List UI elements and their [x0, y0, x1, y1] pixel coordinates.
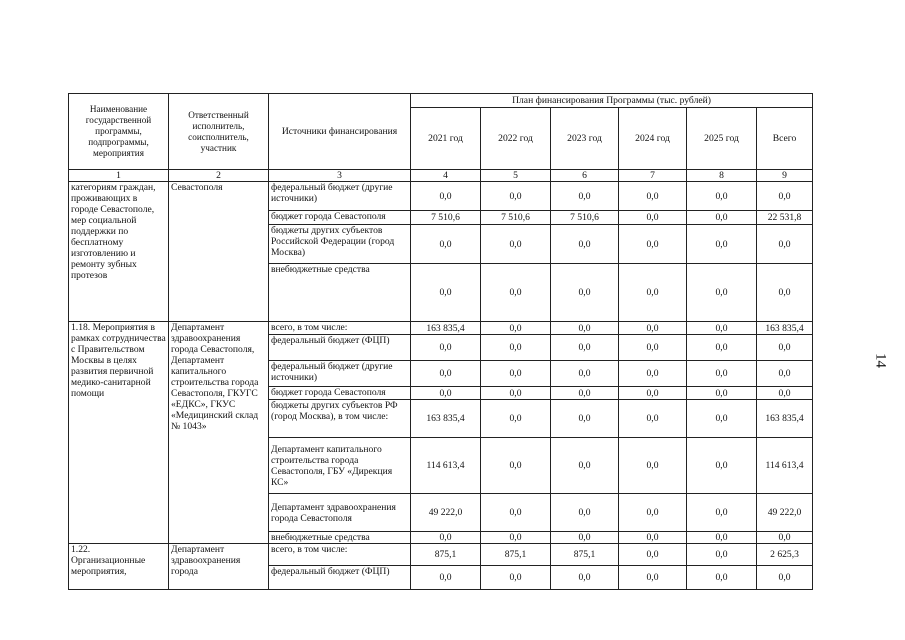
- source-cell: бюджет города Севастополя: [269, 211, 411, 225]
- value-cell: 7 510,6: [411, 211, 481, 225]
- value-cell: 0,0: [687, 387, 757, 400]
- header-year: 2021 год: [411, 108, 481, 170]
- value-cell: 875,1: [551, 544, 619, 566]
- value-cell: 0,0: [619, 544, 687, 566]
- column-number: 4: [411, 170, 481, 182]
- value-cell: 0,0: [687, 544, 757, 566]
- value-cell: 0,0: [619, 322, 687, 335]
- value-cell: 0,0: [687, 264, 757, 322]
- value-cell: 0,0: [687, 361, 757, 387]
- value-cell: 0,0: [481, 566, 551, 590]
- value-cell: 0,0: [551, 566, 619, 590]
- value-cell: 0,0: [411, 387, 481, 400]
- column-number: 6: [551, 170, 619, 182]
- value-cell: 0,0: [757, 335, 813, 361]
- value-cell: 0,0: [551, 438, 619, 494]
- header-year: 2022 год: [481, 108, 551, 170]
- value-cell: 0,0: [411, 532, 481, 544]
- value-cell: 0,0: [411, 361, 481, 387]
- value-cell: 2 625,3: [757, 544, 813, 566]
- financing-table: [68, 93, 813, 590]
- column-number: 8: [687, 170, 757, 182]
- value-cell: 0,0: [551, 387, 619, 400]
- value-cell: 0,0: [619, 225, 687, 264]
- value-cell: 49 222,0: [411, 494, 481, 532]
- value-cell: 0,0: [411, 264, 481, 322]
- column-number: 9: [757, 170, 813, 182]
- value-cell: 0,0: [481, 264, 551, 322]
- value-cell: 0,0: [619, 438, 687, 494]
- source-cell: Департамент здравоохранения города Севастополя: [269, 494, 411, 532]
- value-cell: 0,0: [481, 400, 551, 438]
- value-cell: 0,0: [687, 532, 757, 544]
- value-cell: 0,0: [687, 400, 757, 438]
- value-cell: 163 835,4: [411, 322, 481, 335]
- value-cell: 163 835,4: [757, 322, 813, 335]
- value-cell: 7 510,6: [481, 211, 551, 225]
- header-year: 2023 год: [551, 108, 619, 170]
- value-cell: 0,0: [551, 264, 619, 322]
- value-cell: 0,0: [481, 225, 551, 264]
- value-cell: 0,0: [411, 335, 481, 361]
- responsible-cell: Севастополя: [169, 182, 269, 322]
- value-cell: 0,0: [757, 182, 813, 211]
- header-name: Наименование государственной программы, подпрограммы, мероприятия: [69, 94, 169, 170]
- value-cell: 0,0: [619, 532, 687, 544]
- source-cell: бюджет города Севастополя: [269, 387, 411, 400]
- value-cell: 0,0: [687, 494, 757, 532]
- column-number: 2: [169, 170, 269, 182]
- header-plan-title: План финансирования Программы (тыс. рублей): [411, 94, 813, 108]
- value-cell: 0,0: [411, 182, 481, 211]
- value-cell: 0,0: [619, 361, 687, 387]
- header-total: Всего: [757, 108, 813, 170]
- value-cell: 0,0: [551, 182, 619, 211]
- value-cell: 0,0: [687, 225, 757, 264]
- value-cell: 0,0: [757, 361, 813, 387]
- value-cell: 0,0: [481, 182, 551, 211]
- value-cell: 49 222,0: [757, 494, 813, 532]
- source-cell: федеральный бюджет (другие источники): [269, 182, 411, 211]
- value-cell: 0,0: [687, 566, 757, 590]
- source-cell: всего, в том числе:: [269, 322, 411, 335]
- value-cell: 0,0: [619, 494, 687, 532]
- source-cell: всего, в том числе:: [269, 544, 411, 566]
- program-name-cell: 1.18. Мероприятия в рамках сотрудничества с Правительством Москвы в целях развития первичной медико-санитарной помощи: [69, 322, 169, 544]
- value-cell: 0,0: [481, 387, 551, 400]
- value-cell: 22 531,8: [757, 211, 813, 225]
- column-number: 1: [69, 170, 169, 182]
- value-cell: 0,0: [481, 322, 551, 335]
- value-cell: 0,0: [551, 361, 619, 387]
- value-cell: 0,0: [551, 322, 619, 335]
- source-cell: федеральный бюджет (другие источники): [269, 361, 411, 387]
- value-cell: 0,0: [619, 387, 687, 400]
- page-number: 14: [872, 353, 889, 368]
- header-responsible: Ответственный исполнитель, соисполнитель, участник: [169, 94, 269, 170]
- value-cell: 0,0: [481, 438, 551, 494]
- value-cell: 0,0: [619, 264, 687, 322]
- source-cell: бюджеты других субъектов РФ (город Москва), в том числе:: [269, 400, 411, 438]
- value-cell: 0,0: [551, 335, 619, 361]
- value-cell: 0,0: [481, 494, 551, 532]
- value-cell: 0,0: [551, 532, 619, 544]
- source-cell: внебюджетные средства: [269, 264, 411, 322]
- value-cell: 0,0: [687, 335, 757, 361]
- value-cell: 0,0: [481, 361, 551, 387]
- column-number: 3: [269, 170, 411, 182]
- value-cell: 163 835,4: [757, 400, 813, 438]
- value-cell: 0,0: [687, 322, 757, 335]
- value-cell: 0,0: [619, 211, 687, 225]
- responsible-cell: Департамент здравоохранения города Севастополя, Департамент капитального строительства города Севастополя, ГКУГС «ЕДКС», ГКУС «Медицинский склад № 1043»: [169, 322, 269, 544]
- value-cell: 114 613,4: [757, 438, 813, 494]
- value-cell: 163 835,4: [411, 400, 481, 438]
- source-cell: бюджеты других субъектов Российской Федерации (город Москва): [269, 225, 411, 264]
- value-cell: 0,0: [551, 400, 619, 438]
- value-cell: 114 613,4: [411, 438, 481, 494]
- value-cell: 0,0: [551, 225, 619, 264]
- header-year: 2025 год: [687, 108, 757, 170]
- value-cell: 0,0: [687, 438, 757, 494]
- value-cell: 0,0: [757, 225, 813, 264]
- value-cell: 0,0: [411, 566, 481, 590]
- responsible-cell: Департамент здравоохранения города: [169, 544, 269, 590]
- value-cell: 0,0: [481, 335, 551, 361]
- value-cell: 0,0: [619, 335, 687, 361]
- value-cell: 0,0: [411, 225, 481, 264]
- program-name-cell: категориям граждан, проживающих в городе Севастополе, мер социальной поддержки по бесплатному изготовлению и ремонту зубных протезов: [69, 182, 169, 322]
- header-year: 2024 год: [619, 108, 687, 170]
- source-cell: федеральный бюджет (ФЦП): [269, 335, 411, 361]
- value-cell: 7 510,6: [551, 211, 619, 225]
- value-cell: 0,0: [687, 211, 757, 225]
- value-cell: 875,1: [481, 544, 551, 566]
- column-number: 5: [481, 170, 551, 182]
- value-cell: 0,0: [687, 182, 757, 211]
- source-cell: Департамент капитального строительства города Севастополя, ГБУ «Дирекция КС»: [269, 438, 411, 494]
- source-cell: федеральный бюджет (ФЦП): [269, 566, 411, 590]
- value-cell: 0,0: [481, 532, 551, 544]
- value-cell: 0,0: [757, 264, 813, 322]
- value-cell: 0,0: [619, 566, 687, 590]
- value-cell: 0,0: [757, 387, 813, 400]
- source-cell: внебюджетные средства: [269, 532, 411, 544]
- value-cell: 875,1: [411, 544, 481, 566]
- value-cell: 0,0: [757, 566, 813, 590]
- header-source: Источники финансирования: [269, 94, 411, 170]
- column-number: 7: [619, 170, 687, 182]
- value-cell: 0,0: [551, 494, 619, 532]
- value-cell: 0,0: [619, 400, 687, 438]
- value-cell: 0,0: [619, 182, 687, 211]
- program-name-cell: 1.22. Организационные мероприятия,: [69, 544, 169, 590]
- value-cell: 0,0: [757, 532, 813, 544]
